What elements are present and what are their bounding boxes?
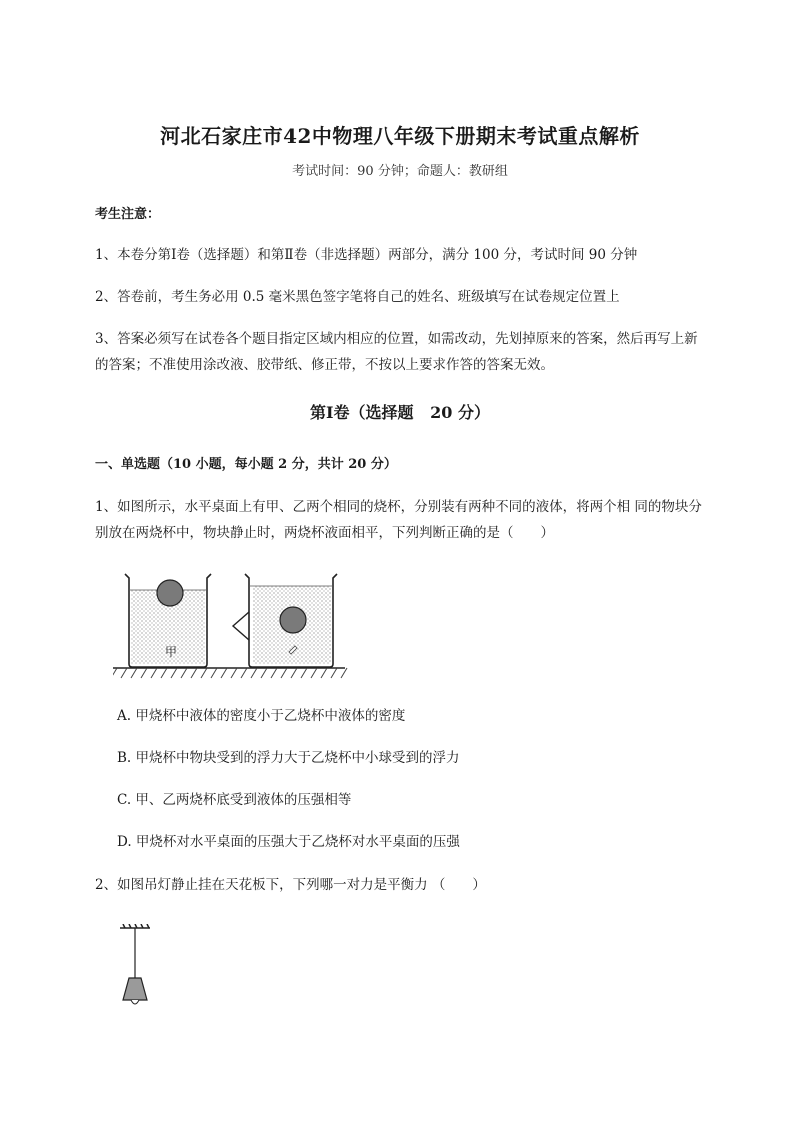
option-d[interactable]: D. 甲烧杯对水平桌面的压强大于乙烧杯对水平桌面的压强 <box>117 834 460 850</box>
notice-heading: 考生注意： <box>95 207 161 222</box>
notice-item: 1、本卷分第Ⅰ卷（选择题）和第Ⅱ卷（非选择题）两部分，满分 100 分，考试时间 90 分钟 <box>95 247 638 263</box>
notice-item: 3、答案必须写在试卷各个题目指定区域内相应的位置，如需改动，先划掉原来的答案，然后再写上新的答案；不准使用涂改液、胶带纸、修正带，不按以上要求作答的答案无效。 <box>95 331 698 373</box>
option-b[interactable]: B. 甲烧杯中物块受到的浮力大于乙烧杯中小球受到的浮力 <box>117 750 460 766</box>
question-1-stem: 1、如图所示，水平桌面上有甲、乙两个相同的烧杯，分别装有两种不同的液体，将两个相 同的物块分别放在两烧杯中，物块静止时，两烧杯液面相平，下列判断正确的是（ ） <box>95 499 702 541</box>
beaker-yi <box>233 574 337 667</box>
hanging-lamp-figure <box>112 924 162 1014</box>
lamp-bulb <box>131 1000 139 1004</box>
question-2-stem: 2、如图吊灯静止挂在天花板下，下列哪一对力是平衡力 （ ） <box>95 877 486 893</box>
block-in-jia <box>157 580 183 606</box>
lamp-shade <box>123 978 147 1000</box>
beaker-jia <box>125 574 211 667</box>
section-title: 第Ⅰ卷（选择题 20 分） <box>309 403 491 422</box>
option-a[interactable]: A. 甲烧杯中液体的密度小于乙烧杯中液体的密度 <box>117 708 406 724</box>
option-c[interactable]: C. 甲、乙两烧杯底受到液体的压强相等 <box>117 792 352 808</box>
question-group-heading: 一、单选题（10 小题，每小题 2 分，共计 20 分） <box>95 457 397 472</box>
table-hatching <box>113 668 347 678</box>
beaker-label: 甲 <box>165 645 178 659</box>
notice-item: 2、答卷前，考生务必用 0.5 毫米黑色签字笔将自己的姓名、班级填写在试卷规定位置上 <box>95 289 620 305</box>
beaker-spout <box>233 612 249 640</box>
block-in-yi <box>280 607 306 633</box>
ceiling-hatching <box>120 924 150 928</box>
page-title: 河北石家庄市42中物理八年级下册期末考试重点解析 <box>160 124 640 148</box>
exam-info: 考试时间：90 分钟；命题人：教研组 <box>292 164 508 179</box>
beakers-figure <box>113 568 353 683</box>
